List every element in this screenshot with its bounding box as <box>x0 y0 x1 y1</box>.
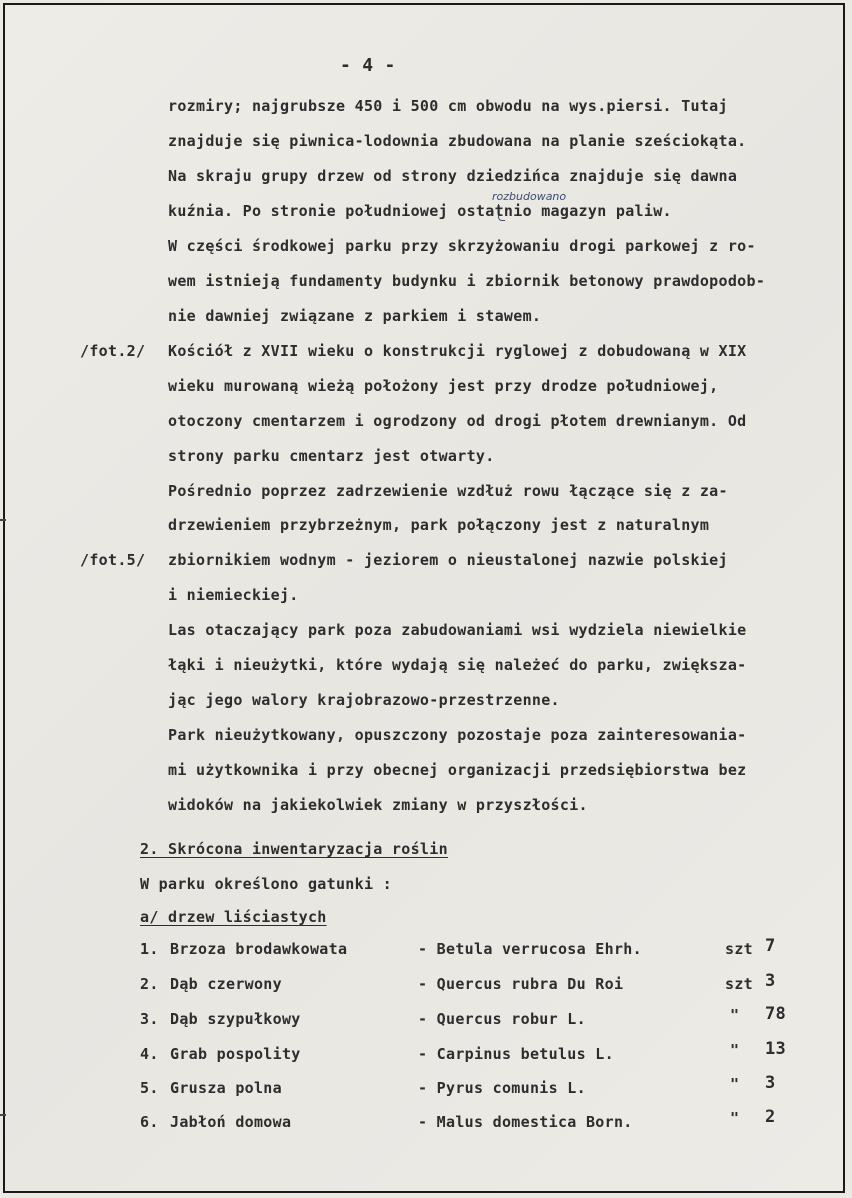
species-count: 78 <box>765 1004 787 1024</box>
body-line: i niemieckiej. <box>168 586 299 604</box>
handwritten-note: rozbudowano <box>492 190 567 203</box>
page-number: - 4 - <box>340 55 396 76</box>
binding-mark <box>0 1114 6 1116</box>
species-num: 1. <box>140 940 159 958</box>
body-line: nie dawniej związane z parkiem i stawem. <box>168 307 542 325</box>
body-line: znajduje się piwnica-lodownia zbudowana na planie sześciokąta. <box>168 132 747 150</box>
species-count: 3 <box>765 971 776 991</box>
species-num: 4. <box>140 1045 159 1063</box>
species-unit: " <box>730 1041 740 1059</box>
species-num: 3. <box>140 1010 159 1028</box>
species-name: Jabłoń domowa <box>170 1113 292 1131</box>
species-name: Grab pospolity <box>170 1045 301 1063</box>
species-name: Brzoza brodawkowata <box>170 940 348 958</box>
body-line: Pośrednio poprzez zadrzewienie wzdłuż rowu łączące się z za- <box>168 482 728 500</box>
species-count: 7 <box>765 936 776 956</box>
margin-note-fot2: /fot.2/ <box>80 342 146 360</box>
subheading: a/ drzew liściastych <box>140 908 327 926</box>
body-line: widoków na jakiekolwiek zmiany w przyszłości. <box>168 796 588 814</box>
species-name: Dąb czerwony <box>170 975 282 993</box>
species-count: 3 <box>765 1073 776 1093</box>
body-line: Na skraju grupy drzew od strony dziedzińca znajduje się dawna <box>168 167 738 185</box>
body-line: jąc jego walory krajobrazowo-przestrzenne. <box>168 691 560 709</box>
body-line: kuźnia. Po stronie południowej ostatnio magazyn paliw. <box>168 202 672 220</box>
body-line: Kościół z XVII wieku o konstrukcji ryglowej z dobudowaną w XIX <box>168 342 747 360</box>
section-heading: 2. Skrócona inwentaryzacja roślin <box>140 840 448 858</box>
body-line: łąki i nieużytki, które wydają się należeć do parku, zwiększa- <box>168 656 747 674</box>
species-unit: szt <box>725 975 753 993</box>
body-line: drzewieniem przybrzeżnym, park połączony jest z naturalnym <box>168 516 710 534</box>
species-num: 2. <box>140 975 159 993</box>
body-line: mi użytkownika i przy obecnej organizacji przedsiębiorstwa bez <box>168 761 747 779</box>
species-num: 5. <box>140 1079 159 1097</box>
species-latin: - Pyrus comunis L. <box>418 1079 586 1097</box>
species-latin: - Malus domestica Born. <box>418 1113 633 1131</box>
species-count: 13 <box>765 1039 787 1059</box>
species-latin: - Carpinus betulus L. <box>418 1045 614 1063</box>
body-line: W części środkowej parku przy skrzyżowaniu drogi parkowej z ro- <box>168 237 756 255</box>
body-line: otoczony cmentarzem i ogrodzony od drogi płotem drewnianym. Od <box>168 412 747 430</box>
species-unit: " <box>730 1075 740 1093</box>
body-line: wieku murowaną wieżą położony jest przy drodze południowej, <box>168 377 719 395</box>
margin-note-fot5: /fot.5/ <box>80 551 146 569</box>
species-latin: - Quercus rubra Du Roi <box>418 975 624 993</box>
species-name: Grusza polna <box>170 1079 282 1097</box>
species-count: 2 <box>765 1107 776 1127</box>
species-unit: " <box>730 1006 740 1024</box>
body-line: strony parku cmentarz jest otwarty. <box>168 447 495 465</box>
intro-line: W parku określono gatunki : <box>140 875 392 893</box>
species-unit: " <box>730 1109 740 1127</box>
body-line: rozmiry; najgrubsze 450 i 500 cm obwodu na wys.piersi. Tutaj <box>168 97 728 115</box>
species-num: 6. <box>140 1113 159 1131</box>
body-line: wem istnieją fundamenty budynku i zbiornik betonowy prawdopodob- <box>168 272 766 290</box>
body-line: zbiornikiem wodnym - jeziorem o nieustalonej nazwie polskiej <box>168 551 728 569</box>
species-name: Dąb szypułkowy <box>170 1010 301 1028</box>
binding-mark <box>0 519 6 521</box>
body-line: Park nieużytkowany, opuszczony pozostaje poza zainteresowania- <box>168 726 747 744</box>
species-unit: szt <box>725 940 753 958</box>
species-latin: - Betula verrucosa Ehrh. <box>418 940 642 958</box>
species-latin: - Quercus robur L. <box>418 1010 586 1028</box>
body-line: Las otaczający park poza zabudowaniami wsi wydziela niewielkie <box>168 621 747 639</box>
